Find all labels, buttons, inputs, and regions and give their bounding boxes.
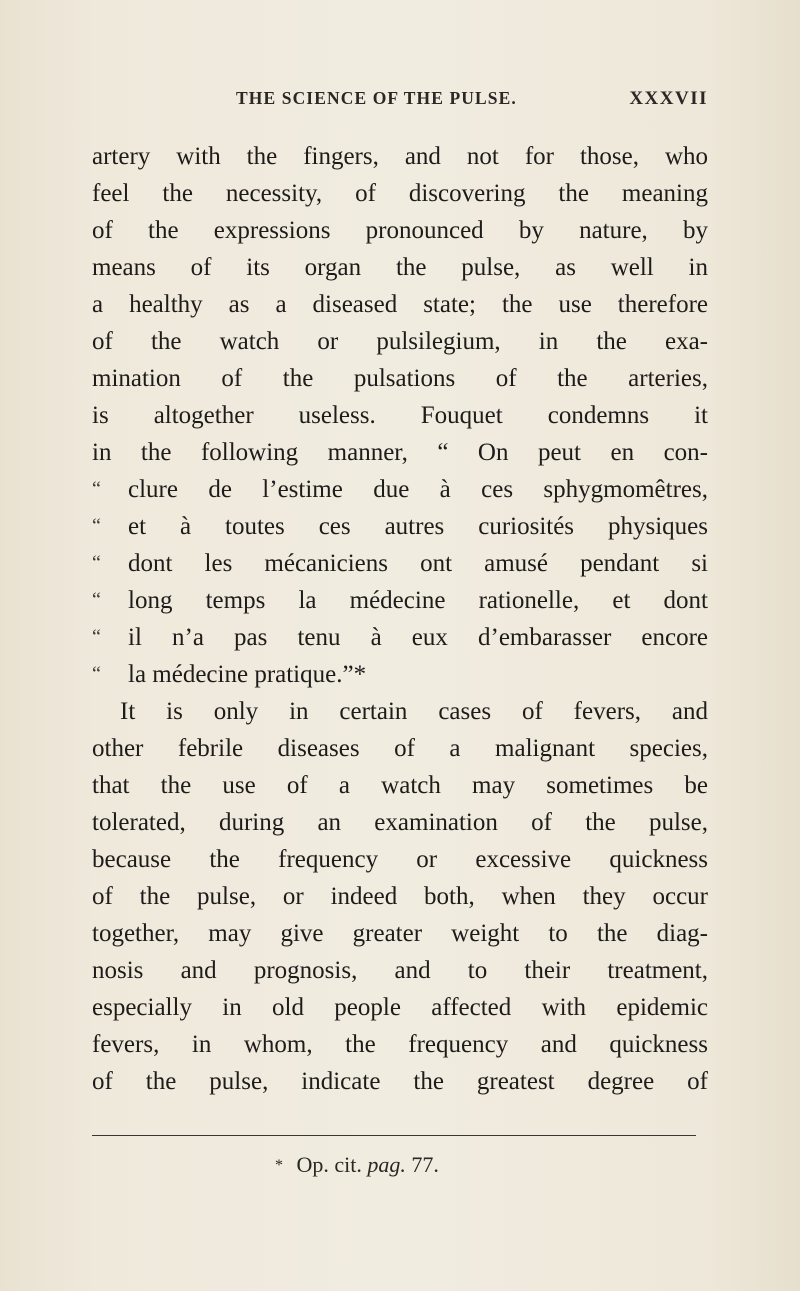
footnote bbox=[275, 1152, 439, 1178]
text-line: other febrile diseases of a malignant species, bbox=[92, 735, 708, 762]
quote-text: il n’a pas tenu à eux d’embarasser encore bbox=[128, 624, 708, 651]
text-line: mination of the pulsations of the arteries, bbox=[92, 365, 708, 392]
text-line: is altogether useless. Fouquet condemns it bbox=[92, 402, 708, 429]
quote-mark: “ bbox=[92, 589, 101, 611]
quote-mark: “ bbox=[92, 663, 101, 685]
text-line: together, may give greater weight to the diag- bbox=[92, 920, 708, 947]
paragraph-first-line: It is only in certain cases of fevers, and bbox=[120, 698, 708, 725]
text-line: in the following manner, “ On peut en con- bbox=[92, 439, 708, 466]
quote-line bbox=[92, 508, 708, 545]
footnote-citation: Op. cit. bbox=[296, 1152, 362, 1177]
text-line: artery with the fingers, and not for those, who bbox=[92, 143, 708, 170]
quote-text: la médecine pratique.”* bbox=[128, 661, 367, 688]
footnote-page-number: 77. bbox=[411, 1152, 439, 1177]
text-line: because the frequency or excessive quickness bbox=[92, 846, 708, 873]
quote-mark: “ bbox=[92, 478, 101, 500]
quote-text: long temps la médecine rationelle, et dont bbox=[128, 587, 708, 614]
text-line: of the expressions pronounced by nature, by bbox=[92, 217, 708, 244]
page-header bbox=[236, 88, 708, 118]
text-line: tolerated, during an examination of the pulse, bbox=[92, 809, 708, 836]
quote-line bbox=[92, 545, 708, 582]
text-line: a healthy as a diseased state; the use therefore bbox=[92, 291, 708, 318]
text-line: of the watch or pulsilegium, in the exa- bbox=[92, 328, 708, 355]
quote-mark: “ bbox=[92, 626, 101, 648]
quote-mark: “ bbox=[92, 552, 101, 574]
quote-line bbox=[92, 582, 708, 619]
text-line: especially in old people affected with epidemic bbox=[92, 994, 708, 1021]
text-line: means of its organ the pulse, as well in bbox=[92, 254, 708, 281]
quote-line bbox=[92, 471, 708, 508]
text-line: of the pulse, indicate the greatest degree of bbox=[92, 1068, 708, 1095]
text-line: feel the necessity, of discovering the meaning bbox=[92, 180, 708, 207]
quote-mark: “ bbox=[92, 515, 101, 537]
running-title: THE SCIENCE OF THE PULSE. bbox=[236, 88, 517, 108]
page-number: XXXVII bbox=[629, 88, 708, 109]
text-line: fevers, in whom, the frequency and quickness bbox=[92, 1031, 708, 1058]
footnote-marker: * bbox=[275, 1157, 283, 1174]
quote-line bbox=[92, 619, 708, 656]
text-line: of the pulse, or indeed both, when they occur bbox=[92, 883, 708, 910]
body-text bbox=[92, 138, 708, 1100]
text-line: nosis and prognosis, and to their treatment, bbox=[92, 957, 708, 984]
quote-text: dont les mécaniciens ont amusé pendant si bbox=[128, 550, 708, 577]
quote-line bbox=[92, 656, 708, 693]
footnote-page-abbrev: pag. bbox=[367, 1152, 406, 1177]
footnote-rule bbox=[92, 1135, 696, 1136]
quote-text: clure de l’estime due à ces sphygmomêtres, bbox=[128, 476, 708, 503]
text-line: that the use of a watch may sometimes be bbox=[92, 772, 708, 799]
quote-text: et à toutes ces autres curiosités physiques bbox=[128, 513, 708, 540]
